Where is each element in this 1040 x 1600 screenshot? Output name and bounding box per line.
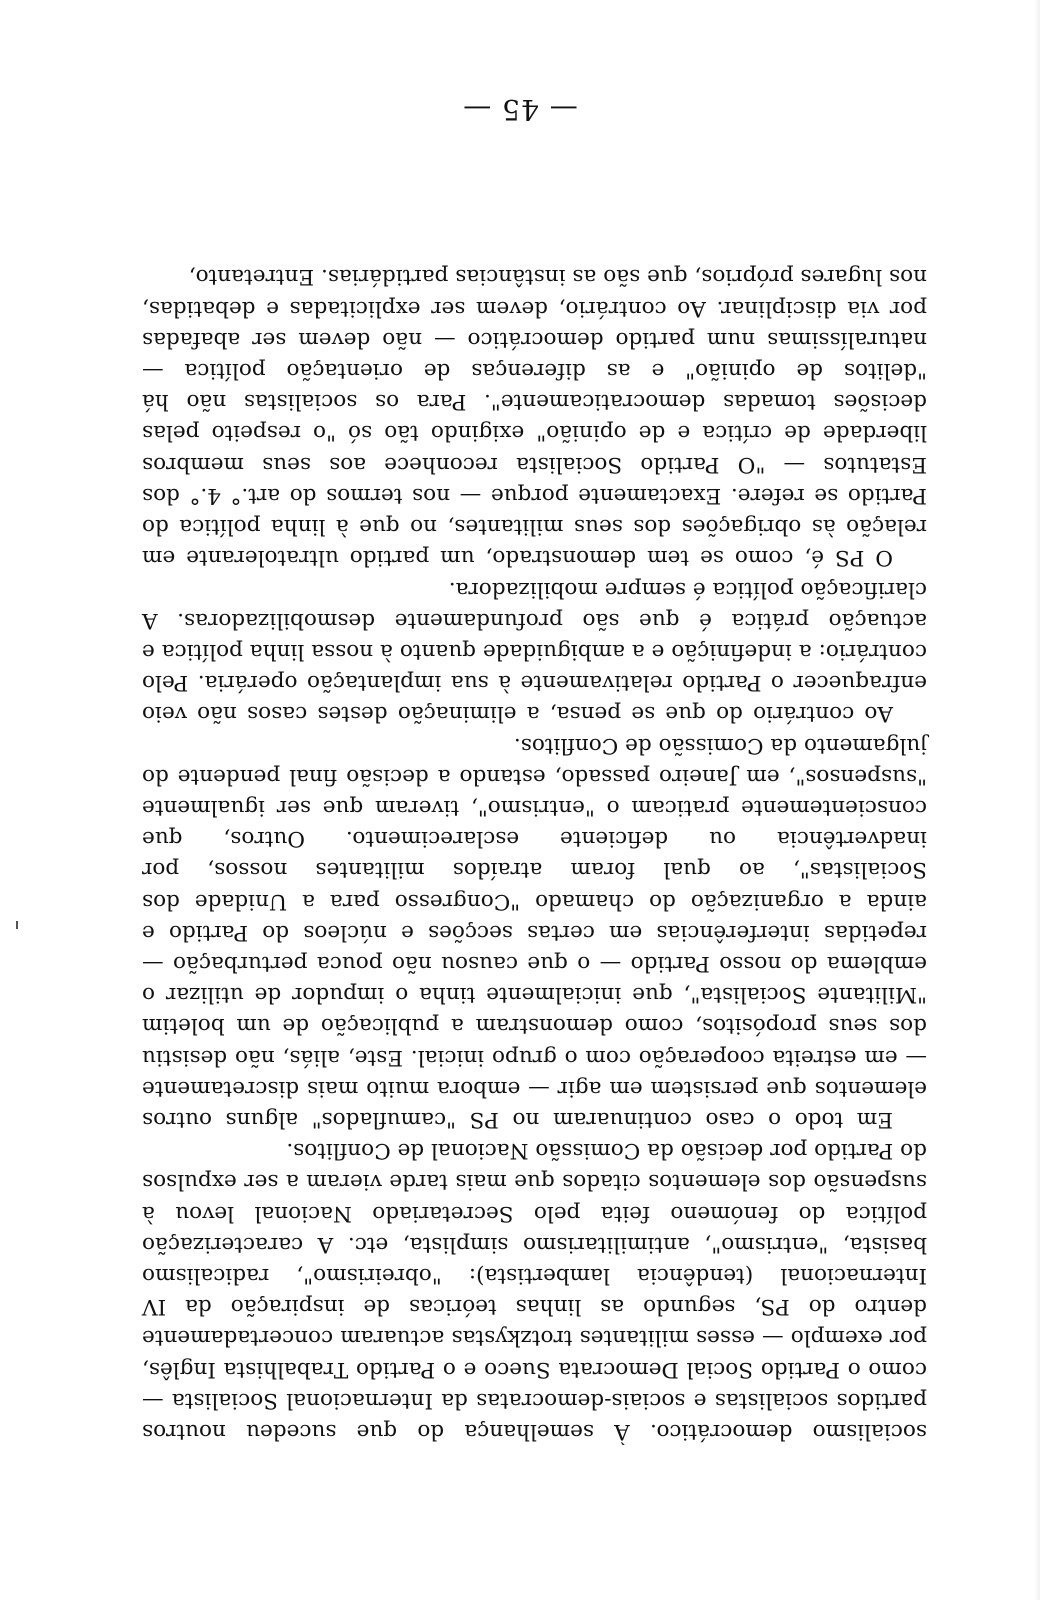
page-number: — 45 — [462, 93, 578, 126]
margin-mark [16, 921, 18, 929]
paragraph-4: O PS é, como se tem demonstrado, um partido ultratolerante em relação às obrigações dos seus militantes, no que à linha política do Partido se refere. Exactamente porque — nos termos do art.° 4.° dos Estatutos — "O Partido Socialista reconhece aos seus membros liberdade de crítica e de opinião" exigindo tão só "o respeito pelas decisões tomadas democraticamente". Para os socialistas não há "delitos de opinião" e as diferenças de orientação política — naturalíssimas num partido democrático — não devem ser abafadas por via disciplinar. Ao contrário, devem ser explicitadas e debatidas, nos lugares próprios, que são as instâncias partidárias. Entretanto, [142, 264, 927, 571]
paragraph-1: socialismo democrático. À semelhança do que sucedeu noutros partidos socialistas e sociais-democratas da Internacional Socialista — como o Partido Social Democrata Sueco e o Partido Trabalhista Inglês, por exemplo — esses militantes trotzkystas actuaram concertadamente dentro do PS, segundo as linhas teóricas de inspiração da IV Internacional (tendência lambertista): "obreirismo", radicalismo basista, "entrismo", antimilitarismo simplista, etc. A caracterização política do fenómeno feita pelo Secretariado Nacional levou à suspensão dos elementos citados que mais tarde vieram a ser expulsos do Partido por decisão da Comissão Nacional de Conflitos. [142, 1138, 927, 1444]
scan-edge [1034, 0, 1040, 1600]
body-text [142, 261, 927, 1447]
paragraph-3: Ao contrário do que se pensa, a eliminação destes casos não veio enfraquecer o Partido relativamente à sua implantação operária. Pelo contrário: a indefinição e a ambiguidade quanto à nossa linha política e actuação prática é que são profundamente desmobilizadoras. A clarificação política é sempre mobilizadora. [142, 576, 927, 727]
paragraph-2: Em todo o caso continuaram no PS "camuflados" alguns outros elementos que persistem em agir — embora muito mais discretamente — em estreita cooperação com o grupo inicial. Este, aliás, não desistiu dos seus propósitos, como demonstram a publicação de um boletim "Militante Socialista", que inicialmente tinha o impudor de utilizar o emblema do nosso Partido — o que causou não pouca perturbação — repetidas interferências em certas secções e núcleos do Partido e ainda a organização do chamado "Congresso para a Unidade dos Socialistas", ao qual foram atraídos militantes nossos, por inadvertência ou deficiente esclarecimento. Outros, que conscientemente praticam o "entrismo", tiveram que ser igualmente "suspensos", em Janeiro passado, estando a decisão final pendente do julgamento da Comissão de Conflitos. [142, 732, 927, 1132]
